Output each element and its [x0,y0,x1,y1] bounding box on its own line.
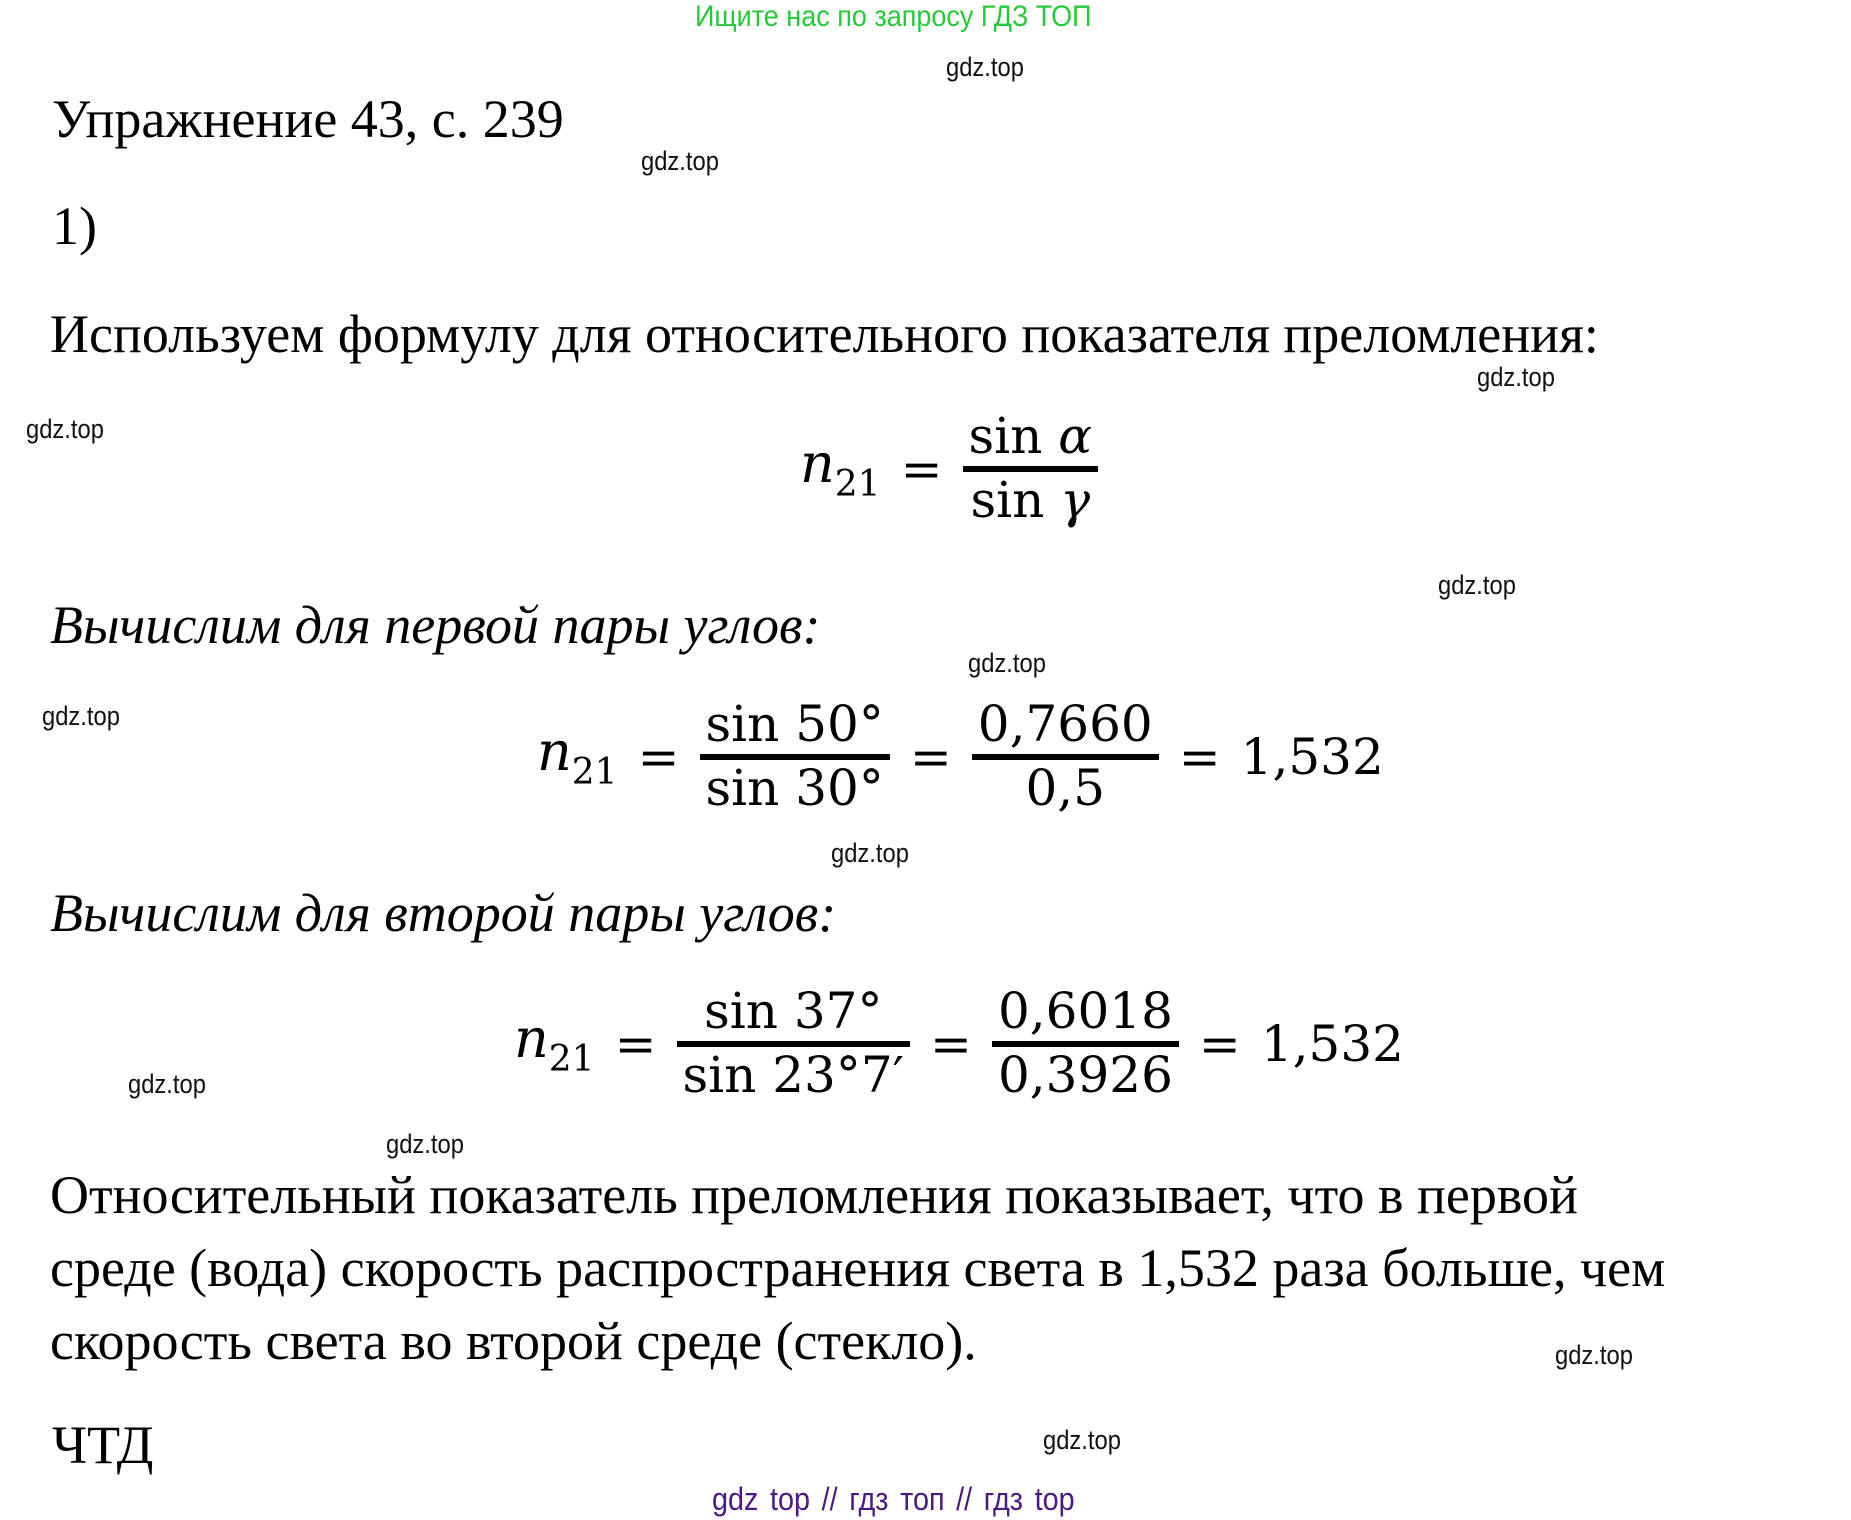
part-label: 1) [52,196,97,256]
conclusion-line-1: Относительный показатель преломления показывает, что в первой [50,1165,1578,1225]
equals-sign: = [909,727,952,786]
watermark: gdz.top [1043,1425,1121,1455]
calc2-result: 1,532 [1260,1014,1404,1073]
watermark: gdz.top [386,1129,464,1159]
watermark: gdz.top [641,146,719,176]
conclusion-line-3: скорость света во второй среде (стекло). [50,1311,977,1371]
conclusion-line-2: среде (вода) скорость распространения света в 1,532 раза больше, чем [50,1238,1666,1298]
intro-text: Используем формулу для относительного показателя преломления: [50,304,1599,364]
calc2-label: Вычислим для второй пары углов: [50,883,837,943]
watermark: gdz.top [946,52,1024,82]
watermark: gdz.top [1477,362,1555,392]
qed-label: ЧТД [52,1415,154,1475]
calc2-fraction-sines: sin 37° sin 23°7′ [677,983,911,1104]
watermark: gdz.top [1438,570,1516,600]
exercise-title: Упражнение 43, с. 239 [52,89,564,149]
formula-lhs: $n_{21}$ [800,432,881,505]
formula-fraction: sin α sin γ [963,408,1099,529]
search-banner: Ищите нас по запросу ГДЗ ТОП [695,0,1092,33]
equals-sign: = [1178,727,1221,786]
calc2-fraction-values: 0,6018 0,3926 [992,983,1179,1104]
equals-sign: = [900,439,943,498]
watermark: gdz.top [26,414,104,444]
watermark: gdz.top [968,648,1046,678]
watermark: gdz.top [831,838,909,868]
calc1-lhs: $n_{21}$ [537,720,618,793]
equals-sign: = [637,727,680,786]
calc1-label: Вычислим для первой пары углов: [50,595,821,655]
calc1-fraction-sines: sin 50° sin 30° [700,696,890,817]
footer-watermark: gdz top // гдз топ // гдз top [712,1481,1075,1517]
calc2-equation [514,983,1404,1104]
refraction-formula [800,408,1098,529]
calc2-lhs: $n_{21}$ [514,1007,595,1080]
watermark: gdz.top [1555,1340,1633,1370]
equals-sign: = [930,1014,972,1073]
calc1-equation [537,696,1384,817]
calc1-fraction-values: 0,7660 0,5 [972,696,1159,817]
watermark: gdz.top [42,701,120,731]
calc1-result: 1,532 [1240,727,1384,786]
equals-sign: = [1198,1014,1241,1073]
watermark: gdz.top [128,1069,206,1099]
equals-sign: = [614,1014,657,1073]
